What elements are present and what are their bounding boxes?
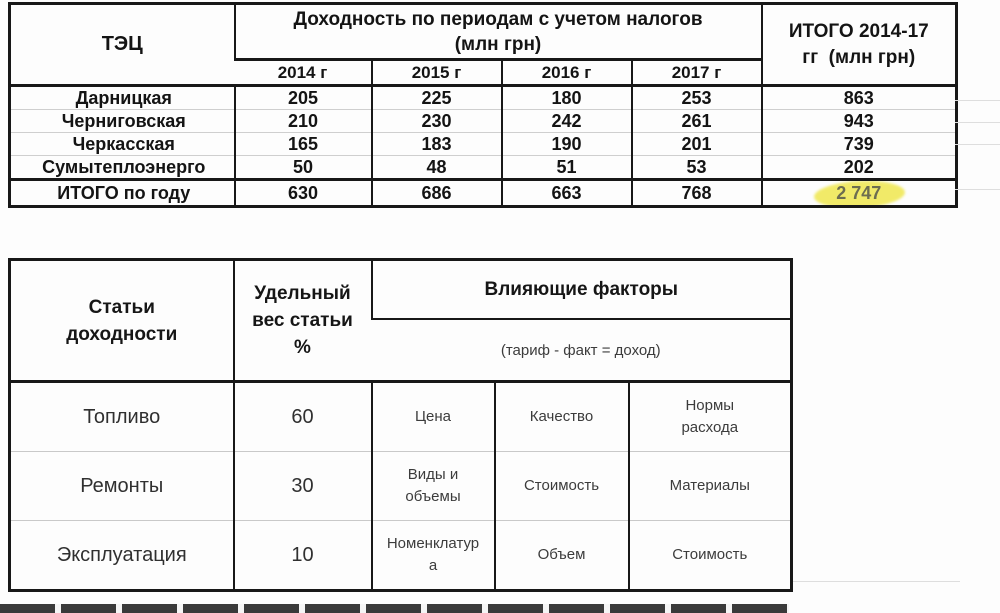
value-cell: 261 bbox=[632, 110, 762, 133]
weight-cell: 60 bbox=[234, 382, 372, 452]
row-label-cell: Сумытеплоэнерго bbox=[10, 156, 235, 180]
value-cell: 210 bbox=[235, 110, 372, 133]
value-cell: 180 bbox=[502, 86, 632, 110]
gridline bbox=[955, 144, 1000, 145]
factor-cell: Стоимость bbox=[629, 521, 792, 591]
article-cell: Топливо bbox=[83, 405, 161, 428]
weight-header-cell: Удельный вес статьи % bbox=[234, 260, 372, 382]
article-cell: Ремонты bbox=[10, 452, 234, 521]
factors-subheader-cell: (тариф - факт = доход) bbox=[372, 319, 792, 382]
factor-cell: Виды и объемы bbox=[372, 452, 495, 521]
gridline bbox=[955, 122, 1000, 123]
value-cell: 225 bbox=[372, 86, 502, 110]
grand-total-row bbox=[10, 180, 957, 207]
year-header-2015: 2015 г bbox=[372, 60, 502, 86]
factor-cell: Объем bbox=[495, 521, 629, 591]
value-cell: 663 bbox=[502, 180, 632, 207]
factors-header-cell: Влияющие факторы bbox=[372, 260, 792, 320]
total-cell: 202 bbox=[762, 156, 957, 180]
value-cell: 768 bbox=[632, 180, 762, 207]
table-row bbox=[10, 110, 957, 133]
weight-cell: 30 bbox=[234, 452, 372, 521]
table-row bbox=[10, 156, 957, 180]
value-cell: 53 bbox=[632, 156, 762, 180]
article-cell: Эксплуатация bbox=[10, 521, 234, 591]
grand-total-value: 2 747 bbox=[836, 182, 882, 203]
factor-cell: Цена bbox=[372, 382, 495, 452]
factor-cell: Номенклатур а bbox=[372, 521, 495, 591]
table-row bbox=[10, 521, 792, 591]
period-header-cell: Доходность по периодам с учетом налогов (млн грн) bbox=[235, 4, 762, 60]
influencing-factors-table bbox=[8, 258, 793, 592]
factor-cell: Материалы bbox=[629, 452, 792, 521]
value-cell: 183 bbox=[372, 133, 502, 156]
value-cell: 242 bbox=[502, 110, 632, 133]
weight-cell: 10 bbox=[234, 521, 372, 591]
value-cell: 51 bbox=[502, 156, 632, 180]
value-cell: 165 bbox=[235, 133, 372, 156]
table-row bbox=[10, 86, 957, 110]
table-header-row bbox=[10, 260, 792, 320]
table-row bbox=[10, 133, 957, 156]
row-label-cell: Черкасская bbox=[10, 133, 235, 156]
row-label-cell: ИТОГО по году bbox=[10, 180, 235, 207]
gridline bbox=[955, 100, 1000, 101]
value-cell: 201 bbox=[632, 133, 762, 156]
value-cell: 205 bbox=[235, 86, 372, 110]
total-cell: 863 bbox=[762, 86, 957, 110]
value-cell: 230 bbox=[372, 110, 502, 133]
year-header-2016: 2016 г bbox=[502, 60, 632, 86]
tec-header-cell: ТЭЦ bbox=[10, 4, 235, 86]
factor-cell: Стоимость bbox=[495, 452, 629, 521]
gridline bbox=[792, 581, 960, 582]
factor-cell: Нормы расхода bbox=[629, 382, 792, 452]
table-row bbox=[10, 452, 792, 521]
value-cell: 50 bbox=[235, 156, 372, 180]
row-label-cell: Черниговская bbox=[10, 110, 235, 133]
articles-header-cell: Статьи доходности bbox=[10, 260, 234, 382]
value-cell: 48 bbox=[372, 156, 502, 180]
value-cell: 686 bbox=[372, 180, 502, 207]
value-cell: 630 bbox=[235, 180, 372, 207]
value-cell: 190 bbox=[502, 133, 632, 156]
table-row bbox=[10, 382, 792, 452]
gridline bbox=[955, 189, 1000, 190]
value-cell: 253 bbox=[632, 86, 762, 110]
total-header-cell: ИТОГО 2014-17 гг (млн грн) bbox=[762, 4, 957, 86]
row-label-cell: Дарницкая bbox=[75, 88, 172, 108]
grand-total-cell bbox=[762, 180, 957, 207]
revenue-by-period-table bbox=[8, 2, 958, 208]
total-cell: 943 bbox=[762, 110, 957, 133]
year-header-2014: 2014 г bbox=[235, 60, 372, 86]
cropped-next-table-edge bbox=[0, 604, 789, 613]
year-header-2017: 2017 г bbox=[632, 60, 762, 86]
total-cell: 739 bbox=[762, 133, 957, 156]
factor-cell: Качество bbox=[495, 382, 629, 452]
table-header-row bbox=[10, 4, 957, 60]
